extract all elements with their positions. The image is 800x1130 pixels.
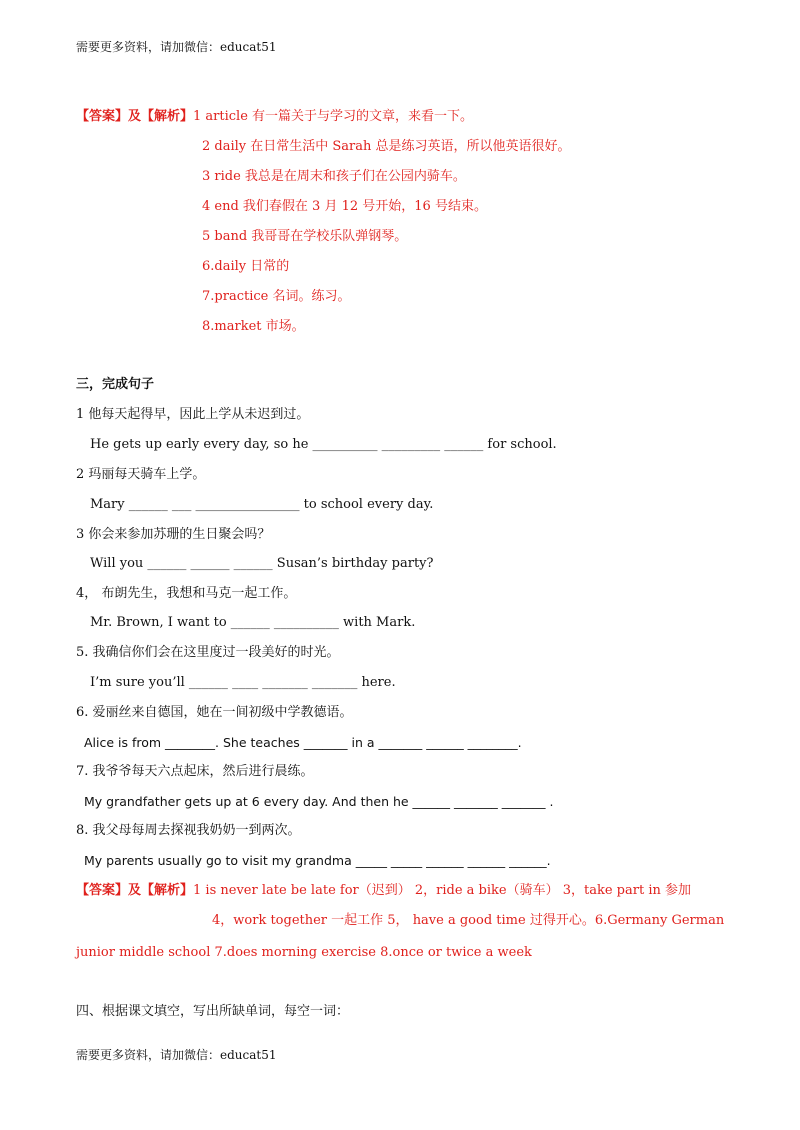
answer-line: junior middle school 7.does morning exercise 8.once or twice a week bbox=[76, 945, 532, 960]
answer-line: 4，work together 一起工作 5， have a good time 过得开心。6.Germany German bbox=[212, 913, 725, 928]
question-en: My grandfather gets up at 6 every day. And then he ______ _______ _______ . bbox=[84, 794, 554, 809]
answer-line: 8.market 市场。 bbox=[202, 319, 305, 334]
question-cn: 3 你会来参加苏珊的生日聚会吗？ bbox=[76, 527, 271, 542]
question-en: Will you ______ ______ ______ Susan’s birthday party? bbox=[90, 556, 434, 571]
question-en: He gets up early every day, so he __________ _________ ______ for school. bbox=[90, 437, 557, 452]
question-cn: 1 他每天起得早，因此上学从未迟到过。 bbox=[76, 407, 310, 422]
question-en: My parents usually go to visit my grandma _____ _____ ______ ______ ______. bbox=[84, 853, 551, 868]
section-title: 四、根据课文填空，写出所缺单词，每空一词： bbox=[76, 1004, 350, 1019]
section-title: 三，完成句子 bbox=[76, 377, 155, 392]
question-en: Mr. Brown, I want to ______ __________ with Mark. bbox=[90, 615, 416, 630]
answer-row-1 bbox=[76, 108, 473, 126]
answer-line: 4 end 我们春假在 3 月 12 号开始，16 号结束。 bbox=[202, 199, 487, 214]
answer-line: 7.practice 名词。练习。 bbox=[202, 289, 351, 304]
answer-row-2 bbox=[76, 882, 691, 900]
answer-line: 6.daily 日常的 bbox=[202, 259, 290, 274]
answer-line: 1 article 有一篇关于与学习的文章，来看一下。 bbox=[193, 109, 474, 124]
question-en: I’m sure you’ll ______ ____ _______ _______ here. bbox=[90, 675, 396, 690]
answer-line: 3 ride 我总是在周末和孩子们在公园内骑车。 bbox=[202, 169, 466, 184]
question-cn: 2 玛丽每天骑车上学。 bbox=[76, 467, 206, 482]
page-header: 需要更多资料，请加微信：educat51 bbox=[76, 40, 277, 54]
answer-line: 2 daily 在日常生活中 Sarah 总是练习英语，所以他英语很好。 bbox=[202, 139, 571, 154]
answer-tag: 【答案】及【解析】 bbox=[76, 883, 194, 898]
answer-line: 5 band 我哥哥在学校乐队弹钢琴。 bbox=[202, 229, 408, 244]
question-cn: 5. 我确信你们会在这里度过一段美好的时光。 bbox=[76, 645, 340, 660]
question-en: Mary ______ ___ ________________ to school every day. bbox=[90, 497, 434, 512]
question-cn: 4， 布朗先生，我想和马克一起工作。 bbox=[76, 586, 297, 601]
answer-line: 1 is never late be late for（迟到） 2，ride a bike（骑车） 3，take part in 参加 bbox=[193, 883, 691, 898]
question-en: Alice is from ________. She teaches _______ in a _______ ______ ________. bbox=[84, 735, 522, 750]
question-cn: 7. 我爷爷每天六点起床，然后进行晨练。 bbox=[76, 764, 314, 779]
page-footer: 需要更多资料，请加微信：educat51 bbox=[76, 1048, 277, 1062]
question-cn: 8. 我父母每周去探视我奶奶一到两次。 bbox=[76, 823, 301, 838]
answer-tag: 【答案】及【解析】 bbox=[76, 109, 194, 124]
question-cn: 6. 爱丽丝来自德国，她在一间初级中学教德语。 bbox=[76, 705, 353, 720]
